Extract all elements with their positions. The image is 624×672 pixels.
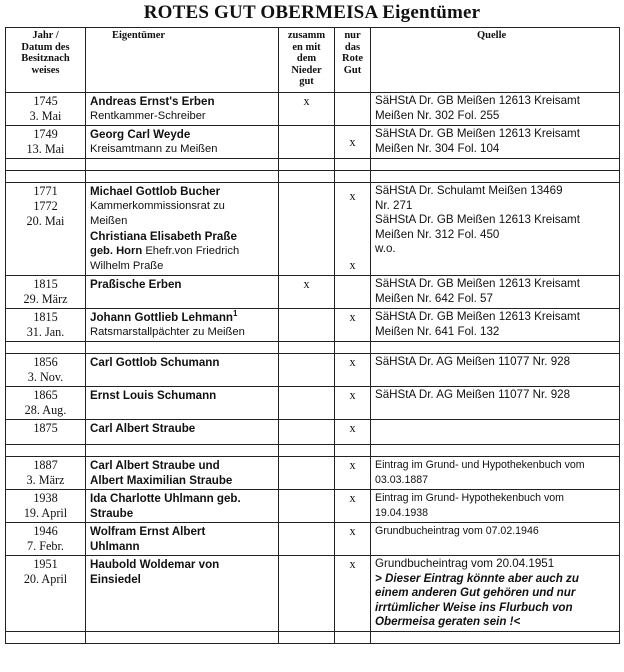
row-nur-mark bbox=[335, 276, 371, 309]
row-zusammen-mark bbox=[279, 523, 335, 556]
empty-row bbox=[6, 631, 620, 643]
row-source: Eintrag im Grund- Hypothekenbuch vom 19.04.1938 bbox=[371, 490, 620, 523]
table-row bbox=[6, 183, 620, 276]
row-nur-mark: x bbox=[335, 523, 371, 556]
row-date: 1771 1772 20. Mai bbox=[6, 183, 86, 276]
table-row bbox=[6, 309, 620, 342]
row-source: SäHStA Dr. GB Meißen 12613 Kreisamt Meißen Nr. 302 Fol. 255 bbox=[371, 93, 620, 126]
row-nur-mark bbox=[335, 93, 371, 126]
row-owner: Ernst Louis Schumann bbox=[86, 387, 279, 420]
row-nur-mark: x bbox=[335, 309, 371, 342]
row-zusammen-mark bbox=[279, 556, 335, 632]
row-nur-mark: x bbox=[335, 387, 371, 420]
table-row bbox=[6, 420, 620, 445]
row-owner: Georg Carl Weyde Kreisamtmann zu Meißen bbox=[86, 126, 279, 159]
row-date: 1856 3. Nov. bbox=[6, 354, 86, 387]
empty-row bbox=[6, 171, 620, 183]
row-date: 1946 7. Febr. bbox=[6, 523, 86, 556]
row-note: irrtümlicher Weise ins Flurbuch von bbox=[375, 600, 573, 614]
row-zusammen-mark bbox=[279, 387, 335, 420]
row-zusammen-mark bbox=[279, 354, 335, 387]
table-row bbox=[6, 556, 620, 632]
row-source: SäHStA Dr. AG Meißen 11077 Nr. 928 bbox=[371, 387, 620, 420]
row-source: SäHStA Dr. Schulamt Meißen 13469 Nr. 271 SäHStA Dr. GB Meißen 12613 Kreisamt Meißen Nr. 312 Fol. 450 w.o. bbox=[371, 183, 620, 276]
row-date: 1938 19. April bbox=[6, 490, 86, 523]
table-row bbox=[6, 93, 620, 126]
row-source: Grundbucheintrag vom 20.04.1951 > Dieser Eintrag könnte aber auch zu einem anderen Gut gehören und nur irrtümlicher Weise ins Flurbuch von Obermeisa geraten sein !< bbox=[371, 556, 620, 632]
row-zusammen-mark bbox=[279, 183, 335, 276]
row-source bbox=[371, 420, 620, 445]
footnote-marker: 1 bbox=[233, 309, 238, 319]
row-zusammen-mark bbox=[279, 420, 335, 445]
row-nur-mark: x bbox=[335, 490, 371, 523]
table-header-row bbox=[6, 28, 620, 93]
row-owner: Michael Gottlob Bucher Kammerkommissionsrat zu Meißen Christiana Elisabeth Praße geb. Horn Ehefr.von Friedrich Wilhelm Praße bbox=[86, 183, 279, 276]
row-owner: Andreas Ernst's Erben Rentkammer-Schreiber bbox=[86, 93, 279, 126]
table-row bbox=[6, 354, 620, 387]
row-zusammen-mark bbox=[279, 490, 335, 523]
row-date: 1951 20. April bbox=[6, 556, 86, 632]
header-eigentuemer: Eigentümer bbox=[86, 28, 279, 93]
row-source: Grundbucheintrag vom 07.02.1946 bbox=[371, 523, 620, 556]
row-owner: Haubold Woldemar von Einsiedel bbox=[86, 556, 279, 632]
table-row bbox=[6, 387, 620, 420]
row-source: SäHStA Dr. GB Meißen 12613 Kreisamt Meißen Nr. 642 Fol. 57 bbox=[371, 276, 620, 309]
empty-row bbox=[6, 445, 620, 457]
row-note: einem anderen Gut gehören und nur bbox=[375, 586, 576, 599]
row-note: Obermeisa geraten sein !< bbox=[375, 615, 521, 628]
row-date: 1745 3. Mai bbox=[6, 93, 86, 126]
empty-row bbox=[6, 159, 620, 171]
row-source: SäHStA Dr. AG Meißen 11077 Nr. 928 bbox=[371, 354, 620, 387]
row-source: SäHStA Dr. GB Meißen 12613 Kreisamt Meißen Nr. 641 Fol. 132 bbox=[371, 309, 620, 342]
row-owner: Ida Charlotte Uhlmann geb. Straube bbox=[86, 490, 279, 523]
row-zusammen-mark: x bbox=[279, 276, 335, 309]
row-date: 1749 13. Mai bbox=[6, 126, 86, 159]
header-jahr: Jahr / Datum des Besitznach weises bbox=[6, 28, 86, 93]
row-zusammen-mark bbox=[279, 309, 335, 342]
row-note: > Dieser Eintrag könnte aber auch zu bbox=[375, 571, 579, 585]
table-row bbox=[6, 276, 620, 309]
row-nur-mark: x bbox=[335, 126, 371, 159]
empty-row bbox=[6, 342, 620, 354]
row-date: 1815 31. Jan. bbox=[6, 309, 86, 342]
table-row bbox=[6, 457, 620, 490]
row-nur-mark: x bbox=[335, 457, 371, 490]
row-date: 1865 28. Aug. bbox=[6, 387, 86, 420]
row-date: 1875 bbox=[6, 420, 86, 445]
row-owner: Johann Gottlieb Lehmann$^1$ Ratsmarstallpächter zu Meißen bbox=[86, 309, 279, 342]
row-date: 1815 29. März bbox=[6, 276, 86, 309]
row-date: 1887 3. März bbox=[6, 457, 86, 490]
row-owner: Wolfram Ernst Albert Uhlmann bbox=[86, 523, 279, 556]
header-quelle: Quelle bbox=[371, 28, 620, 93]
row-nur-mark: x bbox=[335, 420, 371, 445]
row-zusammen-mark: x bbox=[279, 93, 335, 126]
table-row bbox=[6, 126, 620, 159]
row-source: Eintrag im Grund- und Hypothekenbuch vom 03.03.1887 bbox=[371, 457, 620, 490]
table-row bbox=[6, 490, 620, 523]
row-owner: Praßische Erben bbox=[86, 276, 279, 309]
header-zusammen: zusamm en mit dem Nieder gut bbox=[279, 28, 335, 93]
owners-table bbox=[5, 27, 620, 644]
row-source: SäHStA Dr. GB Meißen 12613 Kreisamt Meißen Nr. 304 Fol. 104 bbox=[371, 126, 620, 159]
page-title: ROTES GUT OBERMEISA Eigentümer bbox=[143, 2, 481, 23]
row-owner: Carl Gottlob Schumann bbox=[86, 354, 279, 387]
row-zusammen-mark bbox=[279, 457, 335, 490]
row-nur-mark: x bbox=[335, 556, 371, 632]
header-nur: nur das Rote Gut bbox=[335, 28, 371, 93]
row-nur-mark: x bbox=[335, 354, 371, 387]
row-nur-mark: x x bbox=[335, 183, 371, 276]
row-zusammen-mark bbox=[279, 126, 335, 159]
row-owner: Carl Albert Straube bbox=[86, 420, 279, 445]
table-row bbox=[6, 523, 620, 556]
row-owner: Carl Albert Straube und Albert Maximilian Straube bbox=[86, 457, 279, 490]
